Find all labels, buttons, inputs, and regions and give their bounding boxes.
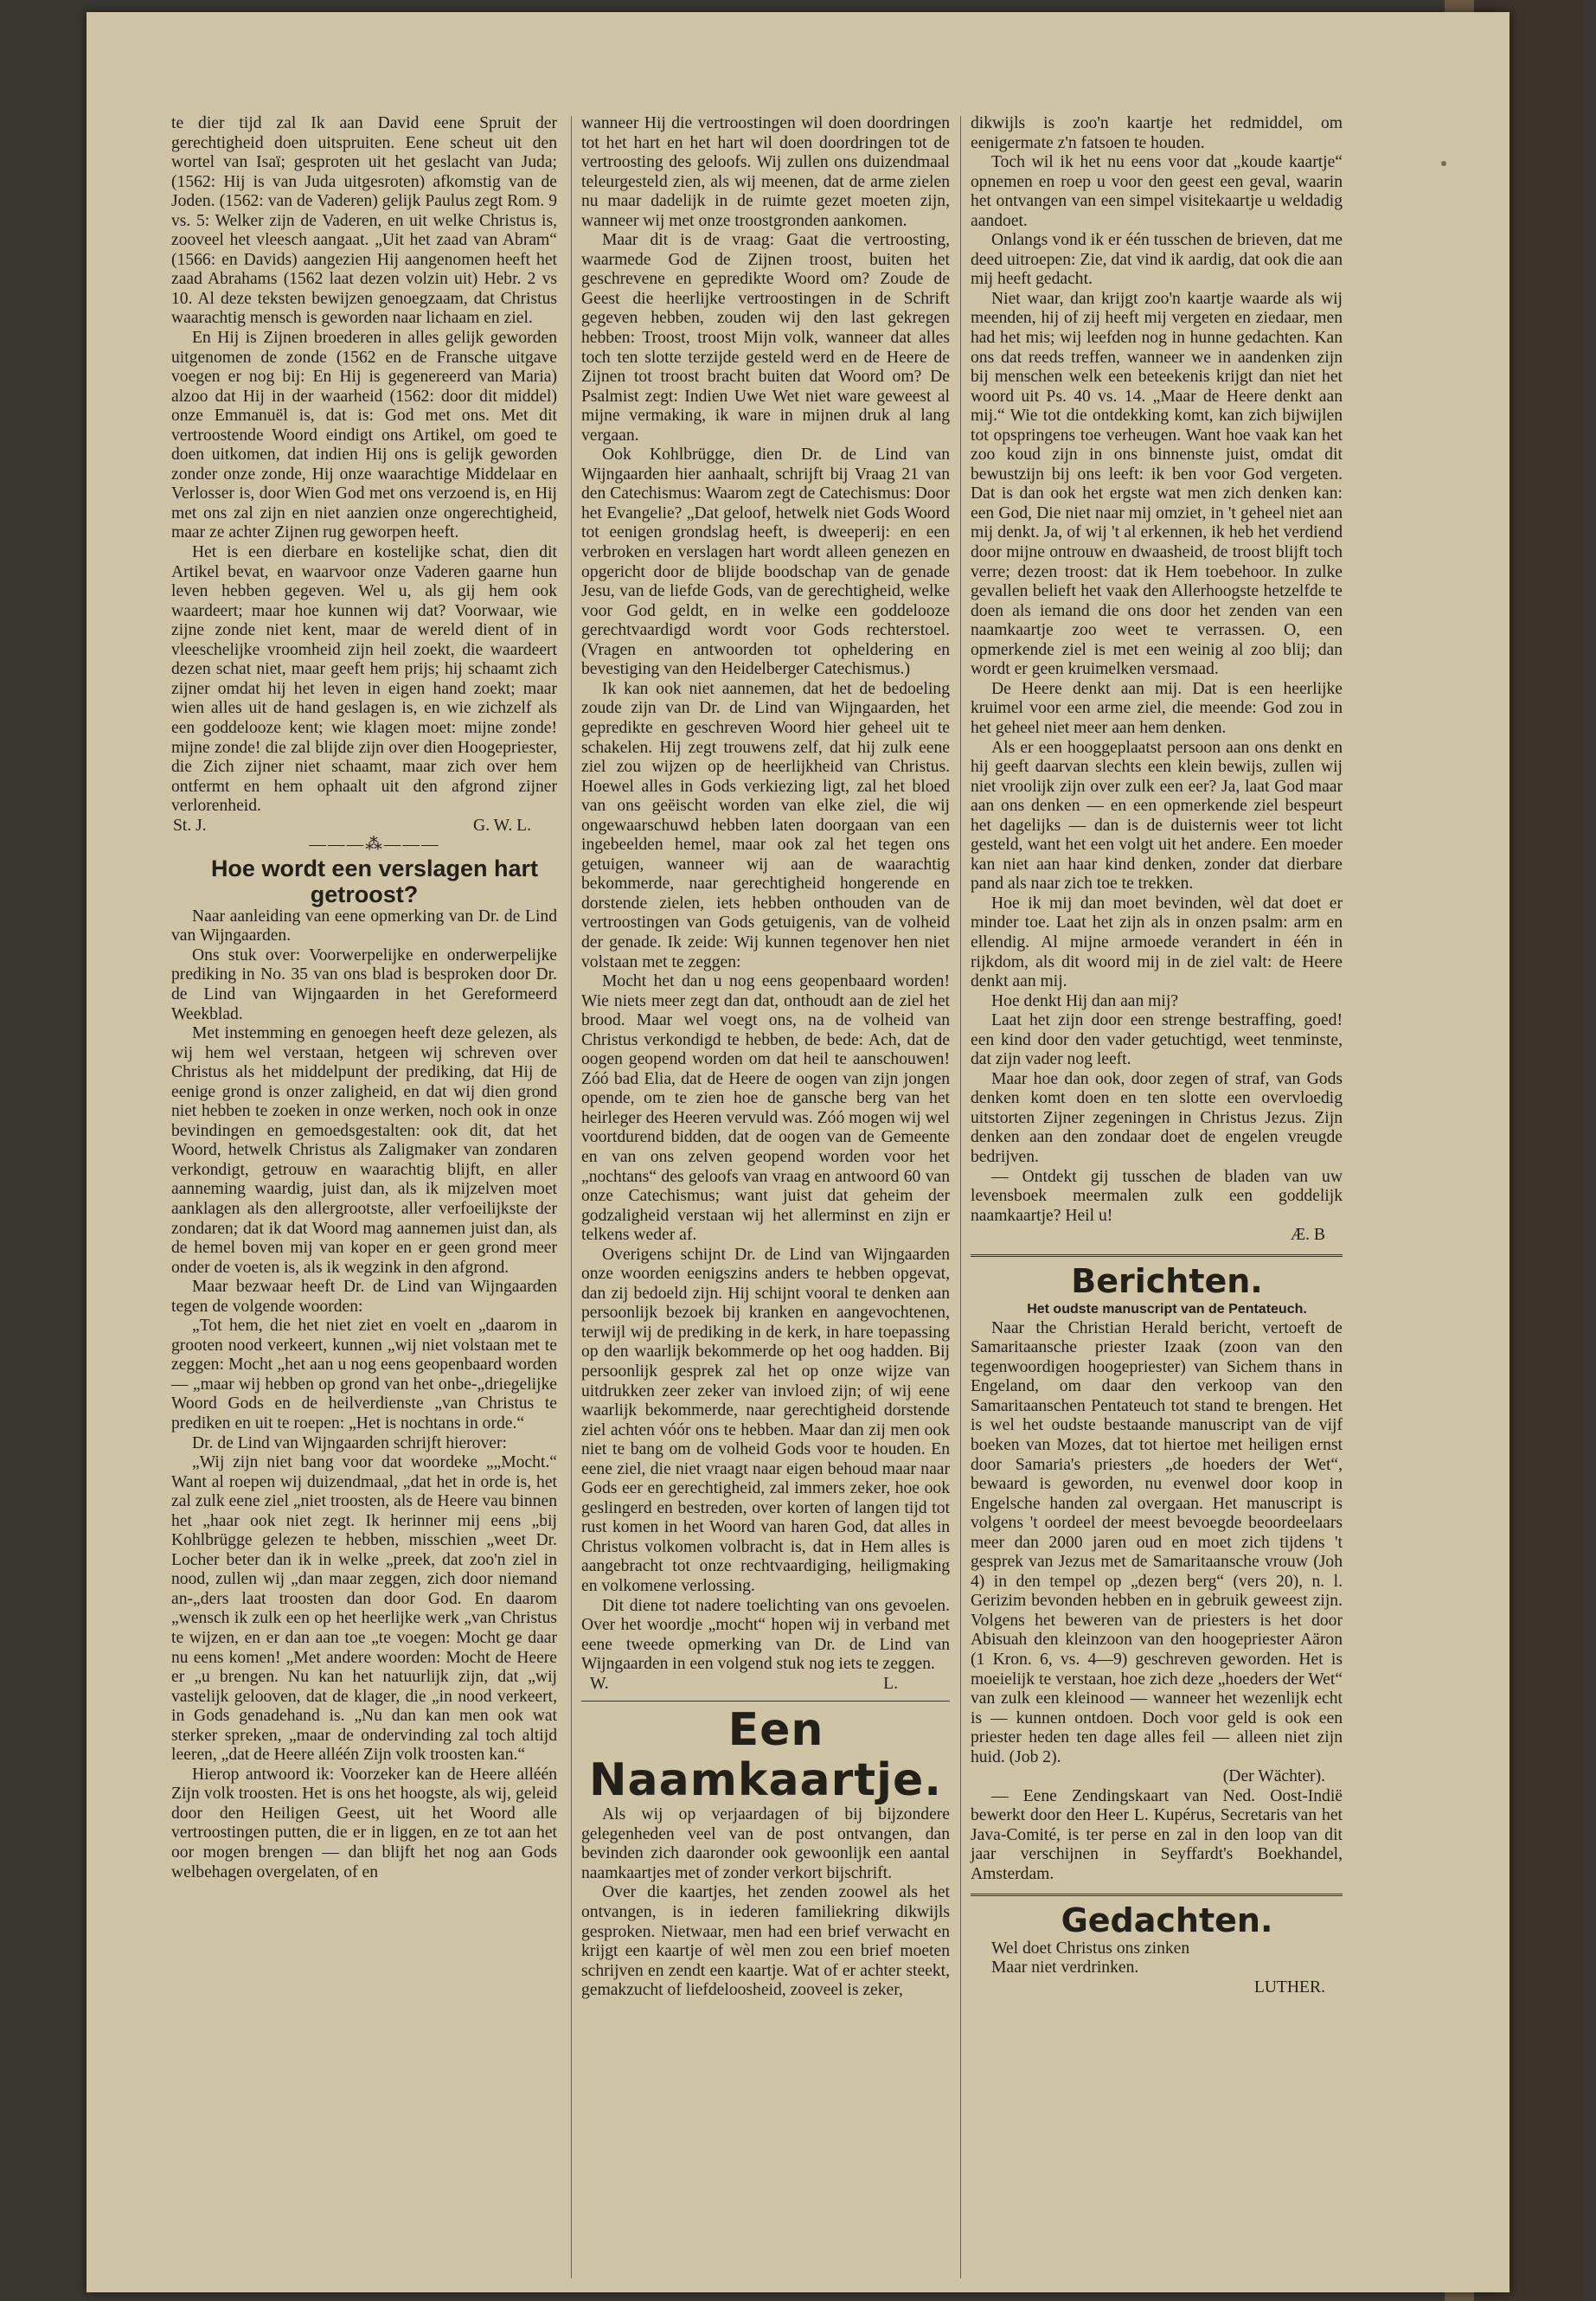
naamkaartje-paragraph: Als wij op verjaardagen of bij bijzondere gelegenheden veel van de post ontvangen, dan bevinden zich daaronder ook gewoonlijk een aantal naamkaartjes met of zonder verkort bijschrift. bbox=[581, 1805, 950, 1882]
article-paragraph: Ons stuk over: Voorwerpelijke en onderwerpelijke prediking in No. 35 van ons blad is besproken door Dr. de Lind van Wijngaarden in het Gereformeerd Weekblad. bbox=[171, 945, 557, 1023]
naamkaartje-paragraph: Over die kaartjes, het zenden zoowel als het ontvangen, is in iederen familiekring dikwijls gesproken. Nietwaar, men had een brief verwacht en krijgt een kaartje of wèl men zou een brief moeten schrijven en zendt een kaartje. Wat of er achter steekt, gemakzucht of liefdeloosheid, zooveel is zeker, bbox=[581, 1883, 950, 2000]
section-ornament: ———⁂——— bbox=[309, 836, 440, 855]
col3-paragraph: De Heere denkt aan mij. Dat is een heerlijke kruimel voor een arme ziel, die meende: God zou in het geheel niet meer aan hem denken. bbox=[971, 679, 1343, 737]
col3-paragraph: Hoe denkt Hij dan aan mij? bbox=[991, 991, 1179, 1010]
article-paragraph: Maar bezwaar heeft Dr. de Lind van Wijngaarden tegen de volgende woorden: bbox=[171, 1278, 557, 1316]
col3-paragraph: Onlangs vond ik er één tusschen de brieven, dat me deed uitroepen: Zie, dat vind ik aardig, dat ook die aan mij heeft gedacht. bbox=[971, 231, 1343, 289]
gedachten-author: LUTHER. bbox=[1253, 1977, 1325, 1997]
col2-paragraph: wanneer Hij die vertroostingen wil doen doordringen tot het hart en het hart wil doen doordringen tot de vertroosting des geloofs. Wij zullen ons duizendmaal teleurgesteld zien, als wij meenen, dat de arme zielen nu maar dadelijk in de ruimte gezet moeten zijn, wanneer wij met onze troostgronden aankomen. bbox=[581, 114, 950, 230]
col3-paragraph: dikwijls is zoo'n kaartje het redmiddel, om eenigermate z'n fatsoen te houden. bbox=[971, 114, 1343, 152]
naamkaartje-title: Een Naamkaartje. bbox=[589, 1704, 942, 1807]
section-rule bbox=[581, 1701, 950, 1702]
signature-left: St. J. bbox=[173, 816, 207, 835]
col2-paragraph: Overigens schijnt Dr. de Lind van Wijngaarden onze woorden eenigszins anders te hebben opgevat, dan zij bedoeld zijn. Hij schijnt vooral te denken aan persoonlijk bezoek bij kranken en aangevochtenen, terwijl wij de prediking in de kerk, in hare toepassing op den waarlijk bekommerde op het oog hadden. Bij persoonlijk gesprek zal het op onze wijze van uitdrukken zeer zeker van invloed zijn; of wij eene waarlijk bekommerde, naar gerechtigheid dorstende ziel achten vóór ons te hebben. Maar dan zij men ook niet te bang om de volheid Gods voor te houden. En eene ziel, die niet vraagt naar eigen behoud maar naar Gods eer en gerechtigheid, zal immers zeker, hoe ook geslingerd en bestreden, over korten of langen tijd tot rust komen in het Woord van haren God, dat alles in Christus volkomen volbracht is, dat in Hem alles is aangebracht tot onze rechtvaardiging, heiligmaking en volkomene verlossing. bbox=[581, 1245, 950, 1596]
gedachten-title: Gedachten. bbox=[1061, 1900, 1273, 1939]
article-paragraph: Naar aanleiding van eene opmerking van Dr. de Lind van Wijngaarden. bbox=[171, 907, 557, 945]
article-paragraph: Met instemming en genoegen heeft deze gelezen, als wij hem wel verstaan, hetgeen wij schreven over Christus als het middelpunt der prediking, dat Hij de eenige grond is onzer zaligheid, en dat wij dien grond niet hebben te zoeken in onze werken, noch ook in onze bevindingen en gemoedsgestalten: ook dit, dat het Woord, hetwelk Christus als Zaligmaker van zondaren verkondigt, getrouw en waarachtig blijft, en aller aanneming waardig, juist dan, als ik mijzelven moet aanklagen als den allergrootste, aller verfoeilijkste der zondaren; dat ik dat Woord mag aannemen juist dan, als de hemel boven mij van koper en er geen grond meer onder de voeten is, als ik wegzink in den afgrond. bbox=[171, 1024, 557, 1277]
col2-paragraph: Mocht het dan u nog eens geopenbaard worden! Wie niets meer zegt dan dat, onthoudt aan de ziel het brood. Maar wel voegt ons, na de volheid van Christus verkondigd te hebben, de bede: Ach, dat de oogen geopend worden om dat heil te aanschouwen! Zóó bad Elia, dat de Heere de oogen van zijn jongen opende, om te zien hoe de gansche berg van het heirleger des Heeren vervuld was. Zóó mogen wij wel voortdurend bidden, dat de oogen van de Gemeente en van ons zelven geopend worden voor het „nochtans“ des geloofs van vraag en antwoord 60 van onze Catechismus; want juist dat geheim der godzaligheid verstaan wij het allerminst en zijn er telkens weder af. bbox=[581, 972, 950, 1245]
article-paragraph: Dr. de Lind van Wijngaarden schrijft hierover: bbox=[192, 1433, 507, 1452]
berichten-paragraph: Naar the Christian Herald bericht, vertoeft de Samaritaansche priester Izaak (zoon van den tegenwoordigen hoogepriester) van Sichem thans in Engeland, om daar den verkoop van den Samaritaanschen Pentateuch tot stand te brengen. Het is wel het oudste bestaande manuscript van de vijf boeken van Mozes, dat tot hiertoe met heiligen ernst door Samaria's priesters „de hoeders der Wet“, bewaard is geworden, nu evenwel door koop in Engelsche handen zal overgaan. Het manuscript is volgens 't oordeel der meest bevoegde beoordeelaars meer dan 2000 jaren oud en moet zich tijdens 't gesprek van Jezus met de Samaritaansche vrouw (Joh 4) in den tempel op „dezen berg“ (vers 20), n. l. Gerizim bevonden hebben en in gebruik geweest zijn. Volgens het beweren van de priesters is het door Abisuah den kleinzoon van den hoogepriester Aäron (1 Kron. 6, vs. 4—9) geschreven geworden. Het is moeielijk te verstaan, hoe zich deze „hoeders der Wet“ van zulk een kleinood — wanneer het wezenlijk echt is — kunnen ontdoen. Doch voor geld is ook een priester heden ten dage alles feil — alleen niet zijn huid. (Job 2). bbox=[971, 1318, 1343, 1766]
newspaper-page bbox=[87, 12, 1509, 2292]
signature-left: W. bbox=[590, 1674, 609, 1693]
column-rule-2 bbox=[960, 116, 961, 2279]
column-2 bbox=[581, 114, 950, 2001]
col3-paragraph: Als er een hooggeplaatst persoon aan ons denkt en hij geeft daarvan slechts een klein bewijs, zullen wij niet vroolijk zijn over zulk een eer? Ja, laat God maar aan ons denken — en een opmerkende ziel bespeurt het dagelijks — dan is de duisternis weer tot licht gesteld, want het een volgt uit het andere. Een moeder kan niet aan haar kind denken, zonder dat dierbare pand als naar zich toe te trekken. bbox=[971, 738, 1343, 894]
col3-paragraph: Hoe ik mij dan moet bevinden, wèl dat doet er minder toe. Laat het zijn als in onzen psalm: arm en ellendig. Al mijne armoede verandert in één in rijkdom, als dit woord mij in de ziel valt: de Heere denkt aan mij. bbox=[971, 894, 1343, 991]
article-paragraph: Hierop antwoord ik: Voorzeker kan de Heere alléén Zijn volk troosten. Het is ons het hoogste, als wij, geleid door den Heiligen Geest, uit het Woord alle vertroostingen putten, die er in liggen, en ze tot aan het oor mogen brengen — dan blijft het nog aan Gods welbehagen overgelaten, of en bbox=[171, 1765, 557, 1881]
signature-right: L. bbox=[883, 1674, 898, 1693]
gedachten-line: Wel doet Christus ons zinken bbox=[991, 1939, 1190, 1958]
section-rule bbox=[971, 1894, 1343, 1896]
berichten-title: Berichten. bbox=[1071, 1261, 1263, 1300]
col1-paragraph: Het is een dierbare en kostelijke schat, dien dit Artikel bevat, en waarvoor onze Vaderen gaarne hun leven hebben gegeven. Wel u, als gij hem ook waardeert; maar hoe kunnen wij dat? Voorwaar, wie zijne zonde niet kent, maar de wereld dient of in vleeschelijke vroomheid zijn heil zoekt, die waardeert dezen schat niet, maar geeft hem prijs; hij schaamt zich zijner omdat hij het leven in eigen hand zoekt; maar wien alles uit de hand geslagen is, en wie zichzelf als een goddelooze kent; wie klagen moet: mijne zonde! mijne zonde! die zal blijde zijn over dien Hoogepriester, die Zich zijner niet schaamt, maar zich over hem ontfermt en hem ophaalt uit den afgrond zijner verlorenheid. bbox=[171, 543, 557, 816]
col2-paragraph: Maar dit is de vraag: Gaat die vertroosting, waarmede God de Zijnen troost, buiten het geschrevene en gepredikte Woord om? Zoude de Geest die heerlijke vertroostingen in de Schrift gegeven hebben, zouden wij den last gekregen hebben: Troost, troost Mijn volk, wanneer dat alles toch ten slotte terzijde gesteld werd en de Heere de Zijnen tot troost bracht buiten dat Woord om? De Psalmist zegt: Indien Uwe Wet niet ware geweest al mijne vermaking, ik ware in mijnen druk al lang vergaan. bbox=[581, 231, 950, 445]
article-quote: „Tot hem, die het niet ziet en voelt en „daarom in grooten nood verkeert, kunnen „wij niet volstaan met te zeggen: Mocht „het aan u nog eens geopenbaard worden — „maar wij hebben op grond van het onbe-„driegelijke Woord Gods en de heilverdienste „van Christus te prediken en uit te roepen: „Het is nochtans in orde.“ bbox=[171, 1317, 557, 1433]
article-quote: „Wij zijn niet bang voor dat woordeke „„Mocht.“ Want al roepen wij duizendmaal, „dat het in orde is, het zal zulk eene ziel „niet troosten, als de Heere vau binnen het „haar ook niet zegt. Ik herinner mij eens „bij Kohlbrügge gelezen te hebben, misschien „weet Dr. Locher beter dan ik in welke „preek, dat zoo'n ziel in nood, zullen wij „dan maar zeggen, zich door niemand an-„ders laat troosten dan door God. En daarom „wensch ik zulk een op het heerlijke werk „van Christus te wijzen, en er dan aan toe „te voegen: Mocht ge daar nu eens komen! „Met andere woorden: Mocht de Heere er „u brengen. Nu kan het natuurlijk zijn, dat „wij vastelijk gelooven, dat de klager, die „in nood verkeert, in Gods genadehand is. „Nu dan kan men ook wat sterker spreken, „maar de ondervinding zal toch altijd leeren, „dat de Heere alléén Zijn volk troosten kan.“ bbox=[171, 1453, 557, 1765]
signature-line bbox=[171, 817, 557, 836]
column-3 bbox=[971, 114, 1343, 1997]
col3-paragraph: Niet waar, dan krijgt zoo'n kaartje waarde als wij meenden, hij of zij heeft mij vergeten en ziedaar, men had het mis; wij leefden nog in hunne gedachten. Kan ons dat reeds treffen, wanneer we in aandenken zijn bij menschen welk een beteekenis krijgt dan niet het woord uit Ps. 40 vs. 14. „Maar de Heere denkt aan mij.“ Wie tot die ontdekking komt, kan zich bijwijlen tot opspringens toe verheugen. Want hoe vaak kan het zoo koud zijn in ons binnenste juist, omdat dit bewustzijn bij ons leeft: ik ben voor God vergeten. Dat is dan ook het ergste wat men zich denken kan: een God, Die niet naar mij omziet, in 't geheel niet aan mij denkt. Ja, of wij 't al erkennen, ik heb het verdiend door mijne ontrouw en dwaasheid, de troost blijft toch verre; dezen troost: dat ik Hem toebehoor. In zulke gevallen belieft het vaak den Allerhoogste hetzelfde te doen als iemand die ons door het zenden van een naamkaartje zoo weet te verrassen. O, een opmerkende ziel is met een weinig al zoo blij; dan wordt er geen kruimelken versmaad. bbox=[971, 289, 1343, 679]
col2-paragraph: Ik kan ook niet aannemen, dat het de bedoeling zoude zijn van Dr. de Lind van Wijngaarden, het gepredikte en geschreven Woord hier geheel uit te schakelen. Hij zegt trouwens zelf, dat hij zulk eene ziel zou wijzen op de heerlijkheid van Christus. Hoewel alles in Gods verkiezing ligt, zal het bloed van ons geëischt worden van elke ziel, die wij ongewaarschuwd hebben laten doorgaan van een ingebeelden hemel, maar ook zal het tegen ons getuigen, wanneer wij aan de waarachtig bekommerde, naar gerechtigheid hongerende en dorstende zielen, iets hebben onthouden van de vertroostingen van Gods getuigenis, van de volheid der genade. Ik zeide: Wij kunnen tegenover hen niet volstaan met te zeggen: bbox=[581, 679, 950, 971]
paper-speck bbox=[1441, 161, 1446, 166]
article-title: Hoe wordt een verslagen hart getroost? bbox=[210, 855, 539, 907]
signature-right: Æ. B bbox=[1290, 1226, 1325, 1245]
col2-paragraph: Dit diene tot nadere toelichting van ons gevoelen. Over het woordje „mocht“ hopen wij in verband met eene tweede opmerking van Dr. de Lind van Wijngaarden in een volgend stuk nog iets te zeggen. bbox=[581, 1596, 950, 1674]
berichten-subtitle: Het oudste manuscript van de Pentateuch. bbox=[1027, 1301, 1307, 1317]
signature-line bbox=[581, 1675, 950, 1695]
column-rule-1 bbox=[571, 116, 572, 2279]
col3-paragraph: Maar hoe dan ook, door zegen of straf, van Gods denken komt doen en ten slotte een overvloedig uitstorten Zijner zegeningen in Christus Jezus. Zijn denken aan den zondaar doet de engelen vreugde bedrijven. bbox=[971, 1069, 1343, 1166]
column-1 bbox=[171, 114, 557, 1882]
section-rule bbox=[971, 1254, 1343, 1257]
gedachten-line: Maar niet verdrinken. bbox=[991, 1958, 1139, 1977]
col3-paragraph: Laat het zijn door een strenge bestraffing, goed! een kind door den vader getuchtigd, weet tenminste, dat zijn vader nog leeft. bbox=[971, 1011, 1343, 1069]
col2-paragraph: Ook Kohlbrügge, dien Dr. de Lind van Wijngaarden hier aanhaalt, schrijft bij Vraag 21 van den Catechismus: Waarom zegt de Catechismus: Door het Evangelie? „Dat geloof, hetwelk niet Gods Woord tot eenigen grondslag heeft, is dweeperij: en een verbroken en verslagen hart wordt alleen genezen en opgericht door de blijde boodschap van de genade Jesu, van de liefde Gods, van de gerechtigheid, welke voor God geldt, en in welke een goddelooze gerechtvaardigd wordt voor Gods rechterstoel. (Vragen en antwoorden tot opheldering en bevestiging van den Heidelberger Catechismus.) bbox=[581, 445, 950, 679]
berichten-paragraph: — Eene Zendingskaart van Ned. Oost-Indië bewerkt door den Heer L. Kupérus, Secretaris van het Java-Comité, is ter perse en zal in den loop van dit jaar verschijnen in Seyffardt's Boekhandel, Amsterdam. bbox=[971, 1786, 1343, 1884]
berichten-source: (Der Wächter). bbox=[1222, 1767, 1325, 1786]
signature-right: G. W. L. bbox=[473, 816, 531, 835]
col3-paragraph: Toch wil ik het nu eens voor dat „koude kaartje“ opnemen en roep u voor den geest een geval, waarin het ontvangen van een simpel visitekaartje u weldadig aandoet. bbox=[971, 153, 1343, 230]
col3-paragraph: — Ontdekt gij tusschen de bladen van uw levensboek meermalen zulk een goddelijk naamkaartje? Heil u! bbox=[971, 1167, 1343, 1225]
col1-paragraph: te dier tijd zal Ik aan David eene Spruit der gerechtigheid doen uitspruiten. Eene scheut uit den wortel van Isaï; gesproten uit het geslacht van Juda; (1562: Hij is van Juda uitgesroten) afkomstig van de Joden. (1562: van de Vaderen) gelijk Paulus zegt Rom. 9 vs. 5: Welker zijn de Vaderen, en uit welke Christus is, zooveel het vleesch aangaat. „Uit het zaad van Abram“ (1566: en Davids) aangezien Hij aangenomen heeft het zaad Abrahams (1562 laat dezen volzin uit) Hebr. 2 vs 10. Al deze teksten bewijzen genoegzaam, dat Christus waarachtig mensch is geworden naar lichaam en ziel. bbox=[171, 114, 557, 328]
col1-paragraph: En Hij is Zijnen broederen in alles gelijk geworden uitgenomen de zonde (1562 en de Fransche uitgave voegen er nog bij: En Hij is gegenereerd van Maria) alzoo dat Hij in der waarheid (1562: door dit middel) onze Emmanuël is, dat is: God met ons. Met dit vertroostende Woord eindigt ons Artikel, om goed te doen uitkomen, dat indien Hij ons is gelijk geworden zonder onze zonde, Hij onze waarachtige Middelaar en Verlosser is, door Wien God met ons verzoend is, en Hij met ons zal zijn en niet aanzien onze ongerechtigheid, maar ze achter Zijnen rug geworpen heeft. bbox=[171, 329, 557, 542]
